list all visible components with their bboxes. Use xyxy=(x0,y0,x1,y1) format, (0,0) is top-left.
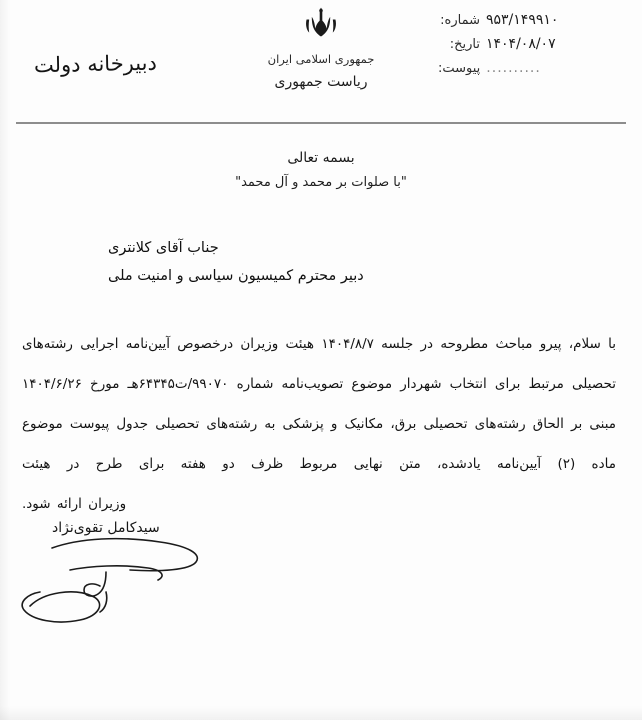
addressee-line-1: جناب آقای کلانتری xyxy=(108,240,219,256)
salavat-text: "با صلوات بر محمد و آل محمد" xyxy=(235,175,407,190)
iran-emblem-icon xyxy=(300,6,342,46)
reference-attachment-row xyxy=(438,56,628,80)
document-body xyxy=(0,138,642,524)
basmalah-text: بسمه تعالی xyxy=(287,150,355,166)
header-divider xyxy=(16,122,626,124)
signature-area xyxy=(0,520,642,650)
reference-date-label: تاریخ: xyxy=(449,37,480,52)
page-bottom-shading xyxy=(0,706,642,720)
body-paragraph-1: با سلام، پیرو مباحث مطروحه در جلسه ۱۴۰۴/۸/۷ هیئت وزیران درخصوص آیین‌نامه اجرایی رشته‌های تحصیلی مرتبط برای انتخاب شهردار موضوع تصویب‌نامه شماره ۹۹۰۷۰/ت۶۴۳۴۵هـ مورخ ۱۴۰۴/۶/۲۶ مبنی بر الحاق رشته‌های تحصیلی برق، مکانیک و پزشکی به رشته‌های تحصیلی جدول پیوست موضوع ماده (۲) آیین‌نامه یادشده، متن نهایی مربوط ظرف دو هفته برای طرح در هیئت xyxy=(22,336,616,472)
addressee-line-2: دبیر محترم کمیسیون سیاسی و امنیت ملی xyxy=(108,268,364,284)
organization-line-1: جمهوری اسلامی ایران xyxy=(267,52,375,66)
department-title: دبیرخانه دولت xyxy=(33,50,158,78)
handwritten-signature-icon xyxy=(10,530,240,640)
reference-number-value: ۹۵۳/۱۴۹۹۱۰ xyxy=(486,12,559,28)
letterhead xyxy=(0,0,642,118)
reference-block xyxy=(438,8,628,80)
reference-number-row xyxy=(438,8,628,32)
reference-attachment-value: .......... xyxy=(486,60,541,76)
reference-attachment-label: پیوست: xyxy=(438,61,481,76)
emblem-block xyxy=(226,6,416,92)
addressee-block xyxy=(0,234,642,290)
letter-body xyxy=(0,324,642,524)
reference-date-value: ۱۴۰۴/۰۸/۰۷ xyxy=(486,36,556,52)
reference-date-row xyxy=(438,32,628,56)
organization-line-2: ریاست جمهوری xyxy=(274,74,368,90)
signer-name: سیدکامل تقوی‌نژاد xyxy=(52,520,160,536)
body-paragraph-2: وزیران ارائه شود. xyxy=(22,496,127,512)
reference-number-label: شماره: xyxy=(440,13,480,28)
